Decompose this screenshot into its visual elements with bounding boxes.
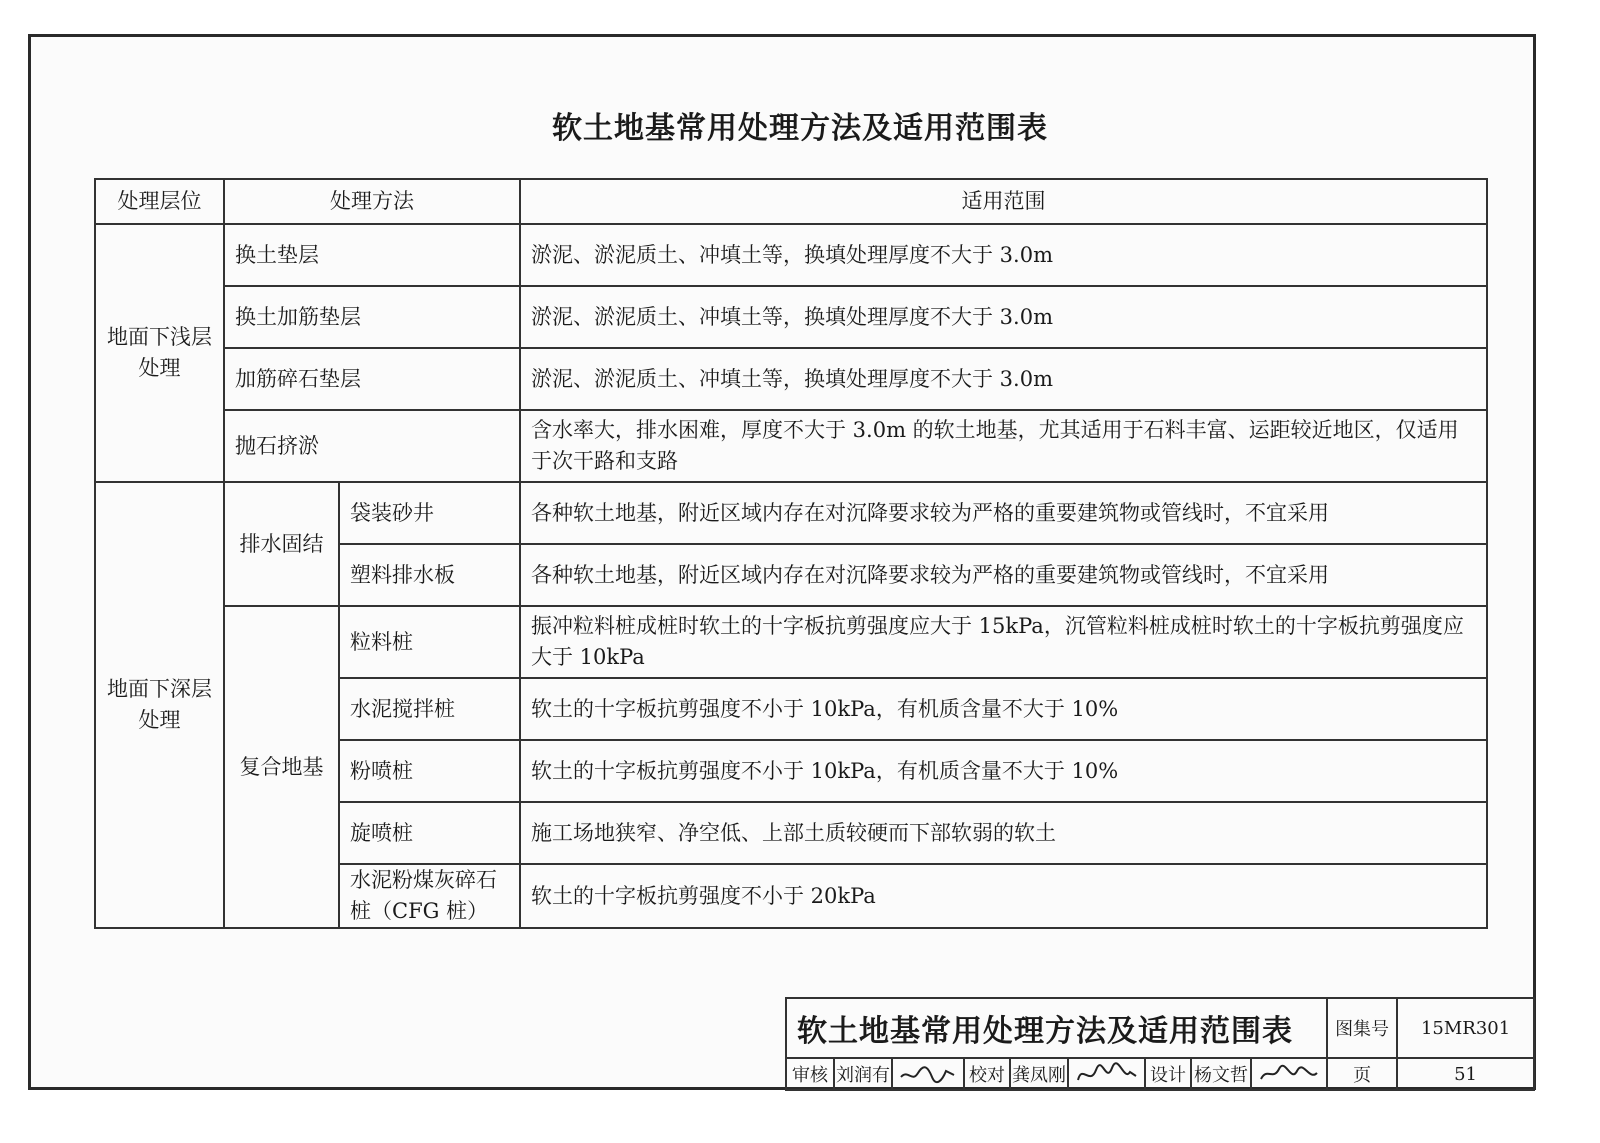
header-layer: 处理层位 (95, 179, 224, 224)
table-row (95, 286, 1487, 348)
table-row (95, 482, 1487, 544)
method-cell: 袋装砂井 (339, 482, 520, 544)
method-cell: 塑料排水板 (339, 544, 520, 606)
method-cell: 旋喷桩 (339, 802, 520, 864)
page-number: 51 (1397, 1058, 1534, 1090)
atlas-label: 图集号 (1327, 998, 1397, 1058)
title-block-title: 软土地基常用处理方法及适用范围表 (786, 998, 1327, 1058)
page-title: 软土地基常用处理方法及适用范围表 (552, 111, 1048, 146)
scope-cell: 软土的十字板抗剪强度不小于 10kPa，有机质含量不大于 10% (520, 678, 1487, 740)
designer-signature (1251, 1058, 1327, 1090)
treatment-table (94, 178, 1488, 929)
signature-mark (1257, 1061, 1321, 1087)
group-composite: 复合地基 (224, 606, 339, 928)
layer-shallow: 地面下浅层处理 (95, 224, 224, 482)
header-method: 处理方法 (224, 179, 520, 224)
scope-cell: 振冲粒料桩成桩时软土的十字板抗剪强度应大于 15kPa，沉管粒料桩成桩时软土的十字板抗剪强度应大于 10kPa (520, 606, 1487, 678)
scope-cell: 淤泥、淤泥质土、冲填土等，换填处理厚度不大于 3.0m (520, 286, 1487, 348)
reviewer-name: 刘润有 (834, 1058, 892, 1090)
scope-cell: 各种软土地基，附近区域内存在对沉降要求较为严格的重要建筑物或管线时，不宜采用 (520, 544, 1487, 606)
signature-mark (898, 1061, 958, 1087)
reviewer-signature (892, 1058, 964, 1090)
scope-cell: 含水率大，排水困难，厚度不大于 3.0m 的软土地基，尤其适用于石料丰富、运距较近地区，仅适用于次干路和支路 (520, 410, 1487, 482)
title-block (785, 997, 1535, 1091)
table-row (95, 606, 1487, 678)
method-cell: 粉喷桩 (339, 740, 520, 802)
atlas-number: 15MR301 (1397, 998, 1534, 1058)
method-cell: 粒料桩 (339, 606, 520, 678)
design-label: 设计 (1145, 1058, 1191, 1090)
table-row (95, 348, 1487, 410)
table-header-row (95, 179, 1487, 224)
method-cell: 换土垫层 (224, 224, 520, 286)
table-row (95, 410, 1487, 482)
check-label: 校对 (964, 1058, 1010, 1090)
layer-deep: 地面下深层处理 (95, 482, 224, 928)
table-row (95, 224, 1487, 286)
method-cell: 水泥粉煤灰碎石桩（CFG 桩） (339, 864, 520, 928)
review-label: 审核 (786, 1058, 834, 1090)
method-cell: 换土加筋垫层 (224, 286, 520, 348)
signature-mark (1074, 1060, 1140, 1088)
method-cell: 水泥搅拌桩 (339, 678, 520, 740)
checker-name: 龚凤刚 (1010, 1058, 1068, 1090)
method-cell: 抛石挤淤 (224, 410, 520, 482)
scope-cell: 各种软土地基，附近区域内存在对沉降要求较为严格的重要建筑物或管线时，不宜采用 (520, 482, 1487, 544)
method-cell: 加筋碎石垫层 (224, 348, 520, 410)
page-label: 页 (1327, 1058, 1397, 1090)
header-scope: 适用范围 (520, 179, 1487, 224)
scope-cell: 施工场地狭窄、净空低、上部土质较硬而下部软弱的软土 (520, 802, 1487, 864)
scope-cell: 淤泥、淤泥质土、冲填土等，换填处理厚度不大于 3.0m (520, 348, 1487, 410)
designer-name: 杨文哲 (1191, 1058, 1251, 1090)
scope-cell: 淤泥、淤泥质土、冲填土等，换填处理厚度不大于 3.0m (520, 224, 1487, 286)
scope-cell: 软土的十字板抗剪强度不小于 10kPa，有机质含量不大于 10% (520, 740, 1487, 802)
checker-signature (1068, 1058, 1145, 1090)
group-drainage: 排水固结 (224, 482, 339, 606)
scope-cell: 软土的十字板抗剪强度不小于 20kPa (520, 864, 1487, 928)
